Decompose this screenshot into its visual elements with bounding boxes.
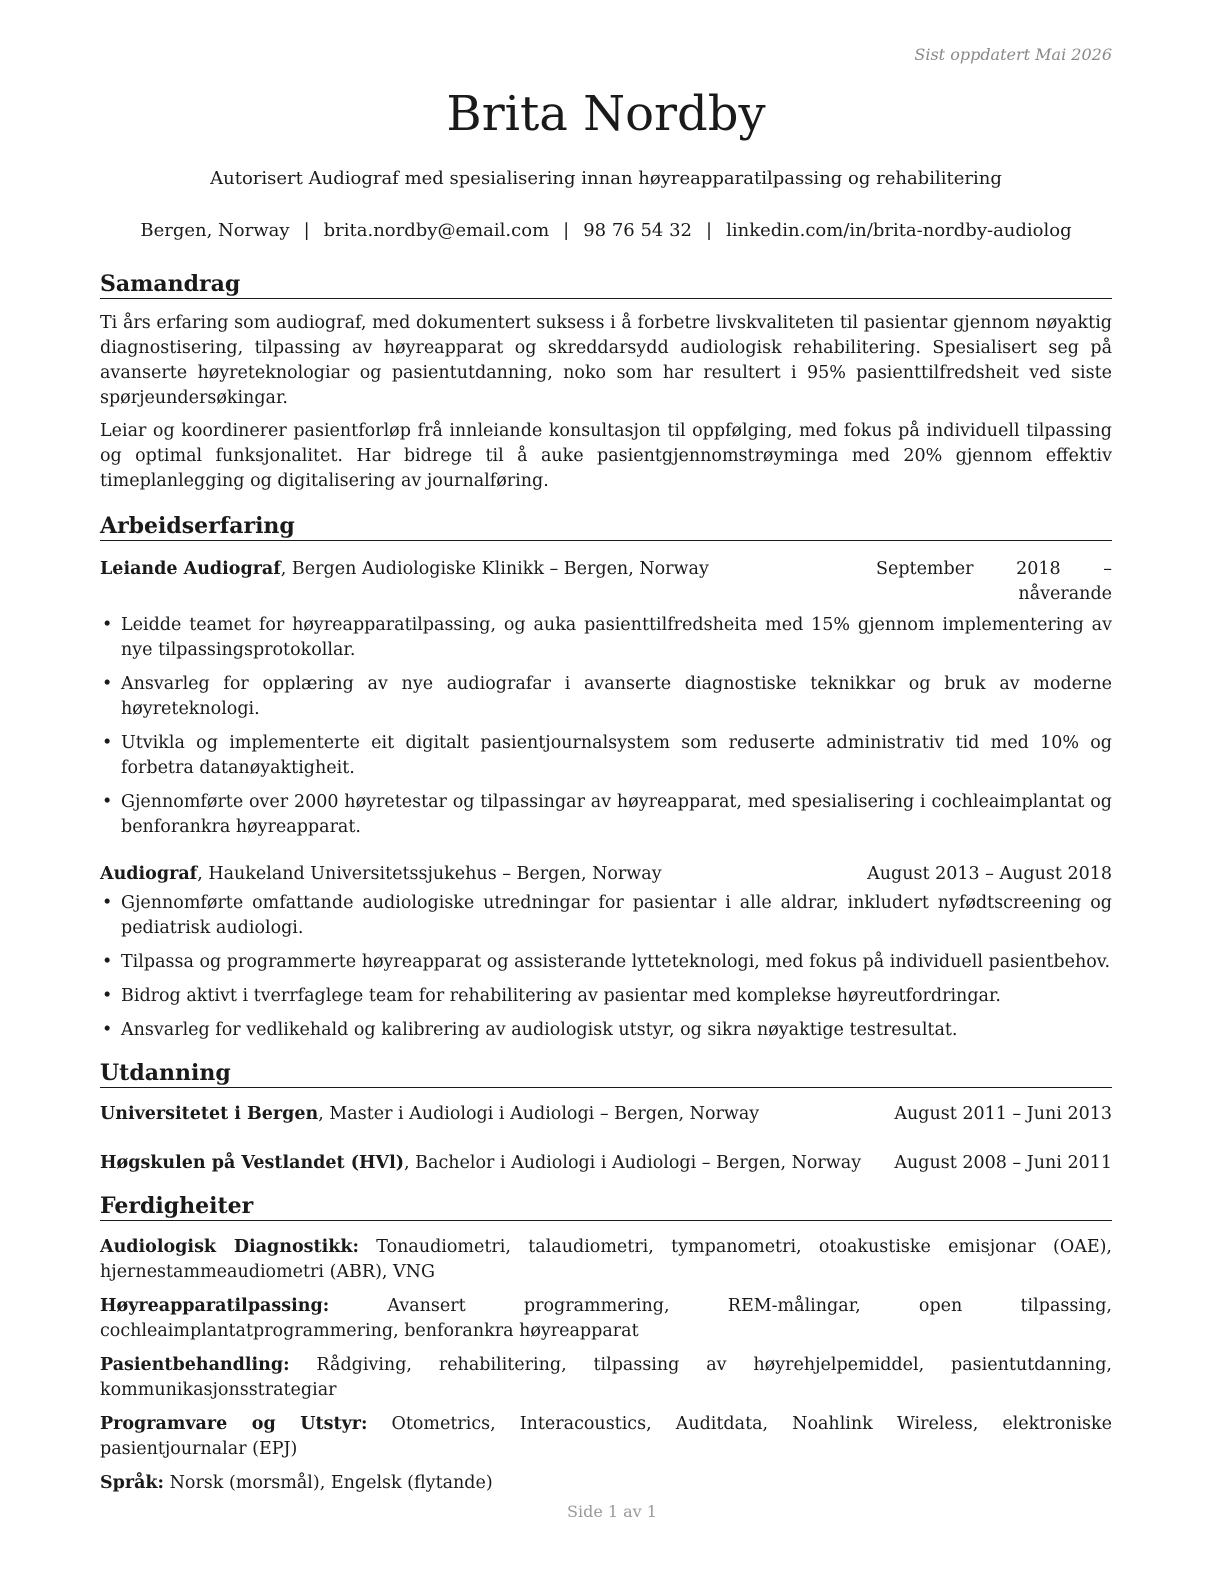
skill-row xyxy=(100,1471,1112,1496)
job-dates: September 2018 – nåverande xyxy=(876,559,1112,604)
list-item: • Utvikla og implementerte eit digitalt pasientjournalsystem som reduserte administrativ tid med 10% og forbetra datanøyaktigheit. xyxy=(100,731,1112,781)
list-item: • Ansvarleg for opplæring av nye audiografar i avanserte diagnostiske teknikkar og bruk av moderne høyreteknologi. xyxy=(100,672,1112,722)
job-entry xyxy=(100,557,1112,840)
skill-text: Tonaudiometri, talaudiometri, tympanometri, otoakustiske emisjonar (OAE), hjernestammeaudiometri (ABR), VNG xyxy=(100,1237,1112,1282)
skill-text: Avansert programmering, REM-målingar, open tilpassing, cochleaimplantatprogrammering, benforankra høyreapparat xyxy=(100,1296,1112,1341)
skills-section xyxy=(100,1192,1112,1496)
job-bullets xyxy=(100,891,1112,1043)
education-degree: , Master i Audiologi i Audiologi – Bergen, Norway xyxy=(318,1104,760,1124)
job-title-line xyxy=(100,557,876,607)
skill-row xyxy=(100,1353,1112,1403)
education-entry xyxy=(100,1151,1112,1176)
contact-separator: | xyxy=(706,220,713,241)
job-bullets xyxy=(100,613,1112,840)
job-header xyxy=(100,557,1112,607)
education-title-line xyxy=(100,1102,759,1127)
job-header xyxy=(100,862,1112,887)
job-title-line xyxy=(100,862,867,887)
education-section xyxy=(100,1059,1112,1176)
education-entry xyxy=(100,1102,1112,1127)
list-item: • Leidde teamet for høyreapparatilpassing, og auka pasienttilfredsheita med 15% gjennom implementering av nye tilpassingsprotokollar. xyxy=(100,613,1112,663)
skill-label: Programvare og Utstyr: xyxy=(100,1414,368,1434)
skill-text: Norsk (morsmål), Engelsk (flytande) xyxy=(164,1473,493,1493)
contact-email[interactable]: brita.nordby@email.com xyxy=(323,220,550,241)
experience-heading: Arbeidserfaring xyxy=(100,512,1112,541)
skill-label: Pasientbehandling: xyxy=(100,1355,290,1375)
last-updated: Sist oppdatert Mai 2026 xyxy=(914,45,1112,64)
skill-label: Høyreapparatilpassing: xyxy=(100,1296,330,1316)
skill-text: Rådgiving, rehabilitering, tilpassing av høyrehjelpemiddel, pasientutdanning, kommunikasjonsstrategiar xyxy=(100,1355,1112,1400)
candidate-name: Brita Nordby xyxy=(446,86,766,142)
list-item: • Gjennomførte over 2000 høyretestar og tilpassingar av høyreapparat, med spesialisering i cochleaimplantat og benforankra høyreapparat. xyxy=(100,790,1112,840)
skill-label: Audiologisk Diagnostikk: xyxy=(100,1237,359,1257)
education-school: Universitetet i Bergen xyxy=(100,1104,319,1124)
education-school: Høgskulen på Vestlandet (HVl) xyxy=(100,1153,405,1173)
resume-content xyxy=(100,270,1112,1504)
page-number: Side 1 av 1 xyxy=(567,1502,657,1521)
job-place: , Haukeland Universitetssjukehus – Bergen, Norway xyxy=(197,864,662,884)
skill-row xyxy=(100,1294,1112,1344)
job-role: Leiande Audiograf xyxy=(100,559,281,579)
skills-heading: Ferdigheiter xyxy=(100,1192,1112,1221)
summary-heading: Samandrag xyxy=(100,270,1112,299)
experience-section xyxy=(100,512,1112,1043)
skill-text: Otometrics, Interacoustics, Auditdata, Noahlink Wireless, elektroniske pasientjournalar (EPJ) xyxy=(100,1414,1112,1459)
summary-paragraph: Leiar og koordinerer pasientforløp frå innleiande konsultasjon til oppfølging, med fokus på individuell tilpassing og optimal funksjonalitet. Har bidrege til å auke pasientgjennomstrøyminga med 20% gjennom effektiv timeplanlegging og digitalisering av journalføring. xyxy=(100,421,1112,491)
education-dates: August 2008 – Juni 2011 xyxy=(894,1153,1112,1173)
list-item: • Bidrog aktivt i tverrfaglege team for rehabilitering av pasientar med komplekse høyreutfordringar. xyxy=(100,984,1112,1009)
job-role: Audiograf xyxy=(100,864,198,884)
job-entry xyxy=(100,862,1112,1043)
list-item: • Gjennomførte omfattande audiologiske utredningar for pasientar i alle aldrar, inkludert nyfødtscreening og pediatrisk audiologi. xyxy=(100,891,1112,941)
skill-row xyxy=(100,1235,1112,1285)
education-degree: , Bachelor i Audiologi i Audiologi – Bergen, Norway xyxy=(404,1153,862,1173)
education-dates: August 2011 – Juni 2013 xyxy=(894,1104,1112,1124)
summary-section xyxy=(100,270,1112,494)
contact-separator: | xyxy=(303,220,310,241)
contact-location: Bergen, Norway xyxy=(140,220,290,241)
job-dates: August 2013 – August 2018 xyxy=(867,864,1112,884)
list-item: • Ansvarleg for vedlikehald og kalibrering av audiologisk utstyr, og sikra nøyaktige testresultat. xyxy=(100,1018,1112,1043)
job-place: , Bergen Audiologiske Klinikk – Bergen, Norway xyxy=(280,559,709,579)
list-item: • Tilpassa og programmerte høyreapparat og assisterande lytteteknologi, med fokus på individuell pasientbehov. xyxy=(100,950,1112,975)
contact-line xyxy=(100,220,1112,241)
contact-linkedin[interactable]: linkedin.com/in/brita-nordby-audiolog xyxy=(726,220,1072,241)
contact-phone[interactable]: 98 76 54 32 xyxy=(583,220,693,241)
education-heading: Utdanning xyxy=(100,1059,1112,1088)
skill-label: Språk: xyxy=(100,1473,165,1493)
skill-row xyxy=(100,1412,1112,1462)
candidate-tagline: Autorisert Audiograf med spesialisering innan høyreapparatilpassing og rehabilitering xyxy=(210,168,1002,189)
contact-separator: | xyxy=(563,220,570,241)
summary-paragraph: Ti års erfaring som audiograf, med dokumentert suksess i å forbetre livskvaliteten til pasientar gjennom nøyaktig diagnostisering, tilpassing av høyreapparat og skreddarsydd audiologisk rehabilitering. Spesialisert seg på avanserte høyreteknologiar og pasientutdanning, noko som har resultert i 95% pasienttilfredsheit ved siste spørjeundersøkingar. xyxy=(100,313,1112,408)
education-title-line xyxy=(100,1151,861,1176)
